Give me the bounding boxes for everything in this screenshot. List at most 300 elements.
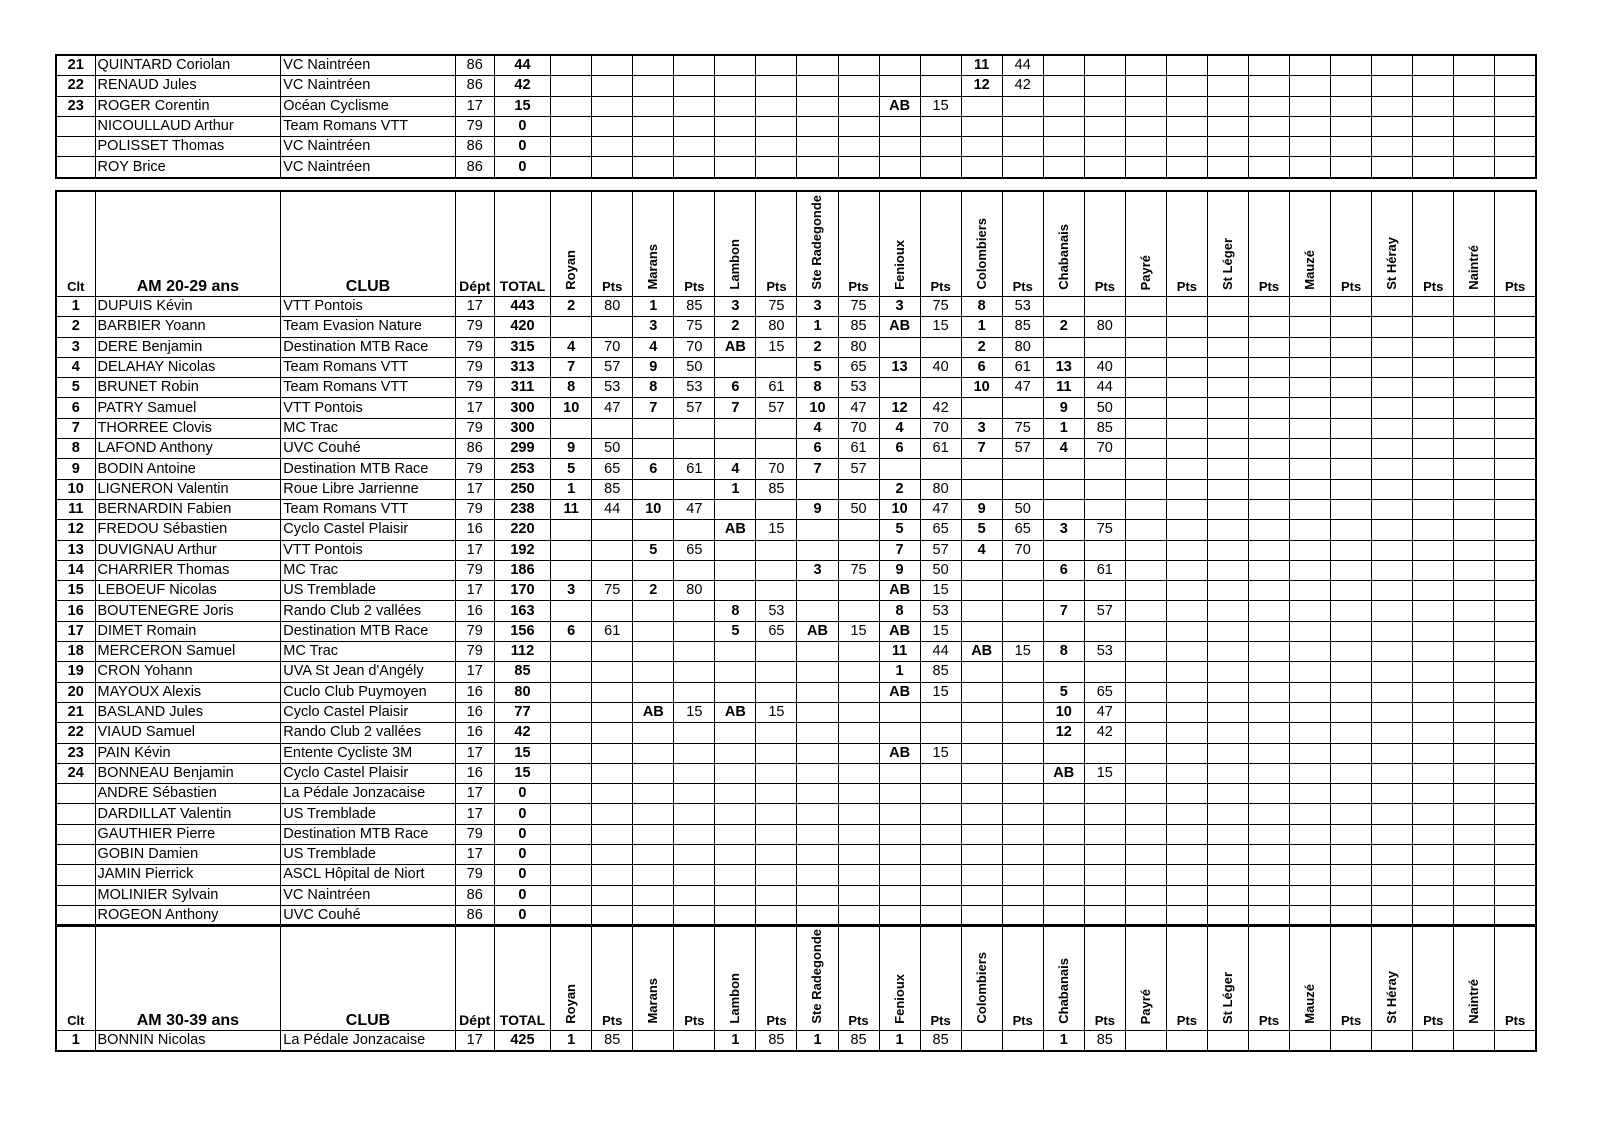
position-cell <box>961 1031 1002 1052</box>
points-cell <box>1248 642 1289 662</box>
position-cell: 9 <box>797 499 838 519</box>
position-cell: 4 <box>1043 439 1084 459</box>
position-cell <box>1043 297 1084 317</box>
position-cell <box>633 763 674 783</box>
points-cell <box>674 865 715 885</box>
header-pts: Pts <box>1413 191 1454 297</box>
position-cell: 8 <box>715 601 756 621</box>
points-cell <box>1002 885 1043 905</box>
position-cell <box>1043 479 1084 499</box>
header-race-naintr- <box>1454 191 1495 297</box>
position-cell <box>797 116 838 136</box>
points-cell <box>1413 621 1454 641</box>
position-cell <box>797 885 838 905</box>
position-cell <box>1290 55 1331 76</box>
header-category: AM 20-29 ans <box>95 191 281 297</box>
points-cell <box>756 418 797 438</box>
points-cell <box>1331 804 1372 824</box>
position-cell <box>1290 520 1331 540</box>
position-cell: 6 <box>1043 560 1084 580</box>
position-cell <box>715 439 756 459</box>
position-cell <box>1290 76 1331 96</box>
position-cell <box>879 885 920 905</box>
position-cell <box>1207 540 1248 560</box>
position-cell <box>797 865 838 885</box>
header-pts: Pts <box>674 191 715 297</box>
total-cell: 0 <box>494 845 550 865</box>
points-cell: 85 <box>920 662 961 682</box>
points-cell: 15 <box>920 682 961 702</box>
position-cell <box>1372 137 1413 157</box>
position-cell <box>879 337 920 357</box>
points-cell <box>1248 116 1289 136</box>
position-cell <box>1454 743 1495 763</box>
position-cell <box>1372 743 1413 763</box>
position-cell <box>1290 439 1331 459</box>
dept-cell: 17 <box>455 398 494 418</box>
club-cell: VC Naintréen <box>281 55 455 76</box>
total-cell: 253 <box>494 459 550 479</box>
position-cell <box>633 520 674 540</box>
position-cell <box>633 601 674 621</box>
position-cell <box>1207 784 1248 804</box>
dept-cell: 86 <box>455 137 494 157</box>
points-cell <box>1413 337 1454 357</box>
position-cell <box>1043 157 1084 178</box>
header-pts: Pts <box>1331 191 1372 297</box>
position-cell <box>961 479 1002 499</box>
header-pts: Pts <box>1002 191 1043 297</box>
table-row <box>56 96 1536 116</box>
position-cell <box>633 1031 674 1052</box>
position-cell: 3 <box>797 560 838 580</box>
position-cell <box>1125 763 1166 783</box>
points-cell: 75 <box>756 297 797 317</box>
race-label: Ste Radegonde <box>809 195 825 290</box>
position-cell <box>1043 137 1084 157</box>
position-cell <box>1290 560 1331 580</box>
position-cell <box>879 824 920 844</box>
standings-table-am-30-39 <box>55 924 1537 1052</box>
header-pts: Pts <box>1248 191 1289 297</box>
position-cell <box>1290 479 1331 499</box>
points-cell: 57 <box>1002 439 1043 459</box>
table-row <box>56 784 1536 804</box>
total-cell: 192 <box>494 540 550 560</box>
rank-cell: 22 <box>56 723 95 743</box>
position-cell <box>633 804 674 824</box>
position-cell <box>879 865 920 885</box>
position-cell <box>1043 784 1084 804</box>
total-cell: 0 <box>494 116 550 136</box>
points-cell <box>592 560 633 580</box>
points-cell <box>1413 378 1454 398</box>
points-cell: 70 <box>592 337 633 357</box>
position-cell <box>1207 337 1248 357</box>
points-cell: 15 <box>920 96 961 116</box>
points-cell: 57 <box>674 398 715 418</box>
position-cell <box>715 845 756 865</box>
header-race-marans <box>633 925 674 1031</box>
dept-cell: 79 <box>455 357 494 377</box>
points-cell <box>1495 116 1536 136</box>
points-cell <box>1166 337 1207 357</box>
position-cell <box>551 137 592 157</box>
header-race-chabanais <box>1043 191 1084 297</box>
position-cell <box>1372 157 1413 178</box>
points-cell: 15 <box>920 581 961 601</box>
points-cell: 47 <box>1002 378 1043 398</box>
points-cell <box>838 804 879 824</box>
total-cell: 77 <box>494 702 550 722</box>
points-cell <box>1413 157 1454 178</box>
points-cell <box>1495 560 1536 580</box>
position-cell <box>879 845 920 865</box>
points-cell <box>1331 743 1372 763</box>
points-cell <box>1248 662 1289 682</box>
position-cell <box>879 784 920 804</box>
position-cell: 7 <box>1043 601 1084 621</box>
position-cell: 4 <box>551 337 592 357</box>
position-cell <box>1207 642 1248 662</box>
position-cell <box>1125 96 1166 116</box>
points-cell: 75 <box>838 297 879 317</box>
points-cell <box>1495 723 1536 743</box>
club-cell: La Pédale Jonzacaise <box>281 1031 455 1052</box>
position-cell <box>1290 116 1331 136</box>
dept-cell: 86 <box>455 76 494 96</box>
rank-cell: 13 <box>56 540 95 560</box>
rider-name-cell: BRUNET Robin <box>95 378 281 398</box>
position-cell <box>1372 439 1413 459</box>
header-pts: Pts <box>1331 925 1372 1031</box>
dept-cell: 17 <box>455 479 494 499</box>
points-cell <box>1248 763 1289 783</box>
table-row <box>56 479 1536 499</box>
position-cell: 9 <box>1043 398 1084 418</box>
position-cell <box>633 479 674 499</box>
points-cell: 61 <box>592 621 633 641</box>
points-cell <box>1084 581 1125 601</box>
total-cell: 156 <box>494 621 550 641</box>
position-cell <box>1372 540 1413 560</box>
position-cell <box>1207 317 1248 337</box>
header-pts: Pts <box>1166 191 1207 297</box>
table-row <box>56 865 1536 885</box>
race-label: Marans <box>645 978 661 1024</box>
points-cell <box>1084 804 1125 824</box>
points-cell <box>1002 702 1043 722</box>
points-cell <box>1495 55 1536 76</box>
table-row <box>56 540 1536 560</box>
points-cell <box>920 763 961 783</box>
points-cell <box>1084 96 1125 116</box>
position-cell <box>1125 824 1166 844</box>
position-cell <box>715 824 756 844</box>
points-cell: 85 <box>838 317 879 337</box>
position-cell <box>1125 357 1166 377</box>
points-cell <box>1413 439 1454 459</box>
points-cell <box>674 520 715 540</box>
club-cell: Cyclo Castel Plaisir <box>281 763 455 783</box>
points-cell: 61 <box>674 459 715 479</box>
points-cell <box>1331 479 1372 499</box>
table-row <box>56 55 1536 76</box>
position-cell <box>633 96 674 116</box>
position-cell <box>1454 581 1495 601</box>
points-cell <box>1331 55 1372 76</box>
points-cell <box>1166 581 1207 601</box>
points-cell <box>1248 55 1289 76</box>
position-cell <box>1454 418 1495 438</box>
points-cell <box>1413 520 1454 540</box>
position-cell <box>633 76 674 96</box>
position-cell <box>797 479 838 499</box>
position-cell <box>551 865 592 885</box>
position-cell <box>1043 885 1084 905</box>
rider-name-cell: ANDRE Sébastien <box>95 784 281 804</box>
club-cell: Rando Club 2 vallées <box>281 723 455 743</box>
position-cell <box>1290 804 1331 824</box>
points-cell <box>1495 581 1536 601</box>
position-cell <box>715 865 756 885</box>
position-cell <box>715 662 756 682</box>
position-cell <box>1290 702 1331 722</box>
points-cell: 75 <box>1002 418 1043 438</box>
points-cell <box>1413 824 1454 844</box>
position-cell: 1 <box>797 317 838 337</box>
points-cell <box>1166 560 1207 580</box>
points-cell <box>1084 865 1125 885</box>
table-row <box>56 743 1536 763</box>
points-cell <box>1002 157 1043 178</box>
points-cell: 50 <box>1084 398 1125 418</box>
position-cell <box>961 865 1002 885</box>
position-cell <box>1454 378 1495 398</box>
position-cell: 2 <box>879 479 920 499</box>
position-cell <box>1372 479 1413 499</box>
dept-cell: 86 <box>455 157 494 178</box>
points-cell <box>1248 702 1289 722</box>
position-cell <box>551 845 592 865</box>
rank-cell: 20 <box>56 682 95 702</box>
position-cell: 9 <box>551 439 592 459</box>
points-cell: 75 <box>838 560 879 580</box>
position-cell <box>1125 702 1166 722</box>
position-cell <box>1207 560 1248 580</box>
position-cell <box>1125 137 1166 157</box>
position-cell: 9 <box>961 499 1002 519</box>
position-cell <box>1372 885 1413 905</box>
position-cell <box>1043 459 1084 479</box>
table-row <box>56 763 1536 783</box>
points-cell: 61 <box>756 378 797 398</box>
position-cell: 7 <box>879 540 920 560</box>
points-cell: 42 <box>1084 723 1125 743</box>
points-cell <box>1413 137 1454 157</box>
points-cell: 75 <box>1084 520 1125 540</box>
points-cell <box>1495 520 1536 540</box>
position-cell <box>1043 845 1084 865</box>
points-cell <box>1166 459 1207 479</box>
position-cell: 7 <box>551 357 592 377</box>
points-cell <box>838 642 879 662</box>
position-cell <box>1125 297 1166 317</box>
position-cell <box>1125 560 1166 580</box>
position-cell <box>1454 723 1495 743</box>
points-cell <box>1002 845 1043 865</box>
position-cell <box>1372 297 1413 317</box>
header-category: AM 30-39 ans <box>95 925 281 1031</box>
points-cell <box>1495 642 1536 662</box>
points-cell <box>1413 702 1454 722</box>
points-cell <box>1166 763 1207 783</box>
position-cell <box>1207 885 1248 905</box>
position-cell <box>715 885 756 905</box>
rank-cell: 9 <box>56 459 95 479</box>
rider-name-cell: VIAUD Samuel <box>95 723 281 743</box>
position-cell <box>1207 55 1248 76</box>
rider-name-cell: ROGEON Anthony <box>95 905 281 926</box>
rank-cell: 21 <box>56 55 95 76</box>
header-race-colombiers <box>961 191 1002 297</box>
position-cell <box>1372 378 1413 398</box>
race-label: Marans <box>645 244 661 290</box>
total-cell: 186 <box>494 560 550 580</box>
position-cell <box>1207 520 1248 540</box>
points-cell <box>674 723 715 743</box>
race-label: Ste Radegonde <box>809 929 825 1024</box>
race-label: Lambon <box>727 973 743 1024</box>
total-cell: 250 <box>494 479 550 499</box>
points-cell: 47 <box>674 499 715 519</box>
dept-cell: 79 <box>455 317 494 337</box>
dept-cell: 17 <box>455 743 494 763</box>
position-cell <box>1207 418 1248 438</box>
points-cell <box>1166 76 1207 96</box>
rider-name-cell: JAMIN Pierrick <box>95 865 281 885</box>
position-cell <box>1454 459 1495 479</box>
points-cell <box>756 581 797 601</box>
position-cell <box>1290 137 1331 157</box>
rider-name-cell: DUVIGNAU Arthur <box>95 540 281 560</box>
header-race-mauz- <box>1290 191 1331 297</box>
points-cell <box>1248 601 1289 621</box>
points-cell <box>1248 1031 1289 1052</box>
points-cell <box>920 804 961 824</box>
dept-cell: 16 <box>455 723 494 743</box>
club-cell: ASCL Hôpital de Niort <box>281 865 455 885</box>
club-cell: VTT Pontois <box>281 297 455 317</box>
header-pts: Pts <box>1166 925 1207 1031</box>
position-cell <box>1043 116 1084 136</box>
rider-name-cell: BERNARDIN Fabien <box>95 499 281 519</box>
position-cell <box>715 743 756 763</box>
position-cell <box>1207 682 1248 702</box>
position-cell <box>1043 76 1084 96</box>
position-cell <box>715 540 756 560</box>
points-cell: 50 <box>838 499 879 519</box>
points-cell <box>1002 784 1043 804</box>
table-row <box>56 459 1536 479</box>
rank-cell: 17 <box>56 621 95 641</box>
points-cell <box>920 824 961 844</box>
total-cell: 420 <box>494 317 550 337</box>
position-cell <box>879 137 920 157</box>
points-cell <box>920 137 961 157</box>
points-cell: 44 <box>1002 55 1043 76</box>
dept-cell: 17 <box>455 804 494 824</box>
points-cell <box>1084 662 1125 682</box>
dept-cell: 17 <box>455 662 494 682</box>
position-cell <box>551 418 592 438</box>
position-cell <box>1043 621 1084 641</box>
header-race-ste-radegonde <box>797 191 838 297</box>
race-label: St Léger <box>1219 971 1235 1024</box>
dept-cell: 16 <box>455 682 494 702</box>
position-cell: 1 <box>551 1031 592 1052</box>
points-cell: 57 <box>756 398 797 418</box>
position-cell <box>1372 76 1413 96</box>
points-cell <box>838 601 879 621</box>
points-cell: 65 <box>674 540 715 560</box>
points-cell <box>1413 499 1454 519</box>
header-clt: Clt <box>56 925 95 1031</box>
points-cell: 80 <box>838 337 879 357</box>
rider-name-cell: BONNEAU Benjamin <box>95 763 281 783</box>
points-cell <box>592 662 633 682</box>
rank-cell: 21 <box>56 702 95 722</box>
points-cell: 65 <box>1084 682 1125 702</box>
points-cell <box>838 784 879 804</box>
points-cell <box>1248 743 1289 763</box>
rank-cell: 12 <box>56 520 95 540</box>
points-cell: 53 <box>838 378 879 398</box>
position-cell <box>715 784 756 804</box>
total-cell: 170 <box>494 581 550 601</box>
position-cell <box>1372 520 1413 540</box>
position-cell <box>961 682 1002 702</box>
position-cell <box>797 784 838 804</box>
rank-cell: 23 <box>56 743 95 763</box>
points-cell <box>674 157 715 178</box>
position-cell <box>961 845 1002 865</box>
position-cell <box>551 682 592 702</box>
position-cell <box>1454 784 1495 804</box>
points-cell <box>920 865 961 885</box>
position-cell: 8 <box>551 378 592 398</box>
position-cell <box>1454 824 1495 844</box>
points-cell: 85 <box>920 1031 961 1052</box>
position-cell <box>1454 55 1495 76</box>
points-cell <box>756 784 797 804</box>
points-cell <box>1084 499 1125 519</box>
position-cell <box>1372 96 1413 116</box>
race-label: Lambon <box>727 239 743 290</box>
position-cell <box>1207 601 1248 621</box>
points-cell: 15 <box>920 621 961 641</box>
points-cell <box>1166 418 1207 438</box>
points-cell <box>1166 682 1207 702</box>
position-cell <box>1290 540 1331 560</box>
header-race-st-h-ray <box>1372 191 1413 297</box>
points-cell <box>1248 682 1289 702</box>
table-row <box>56 1031 1536 1052</box>
rider-name-cell: THORREE Clovis <box>95 418 281 438</box>
points-cell <box>756 499 797 519</box>
position-cell <box>1043 865 1084 885</box>
points-cell: 53 <box>1084 642 1125 662</box>
